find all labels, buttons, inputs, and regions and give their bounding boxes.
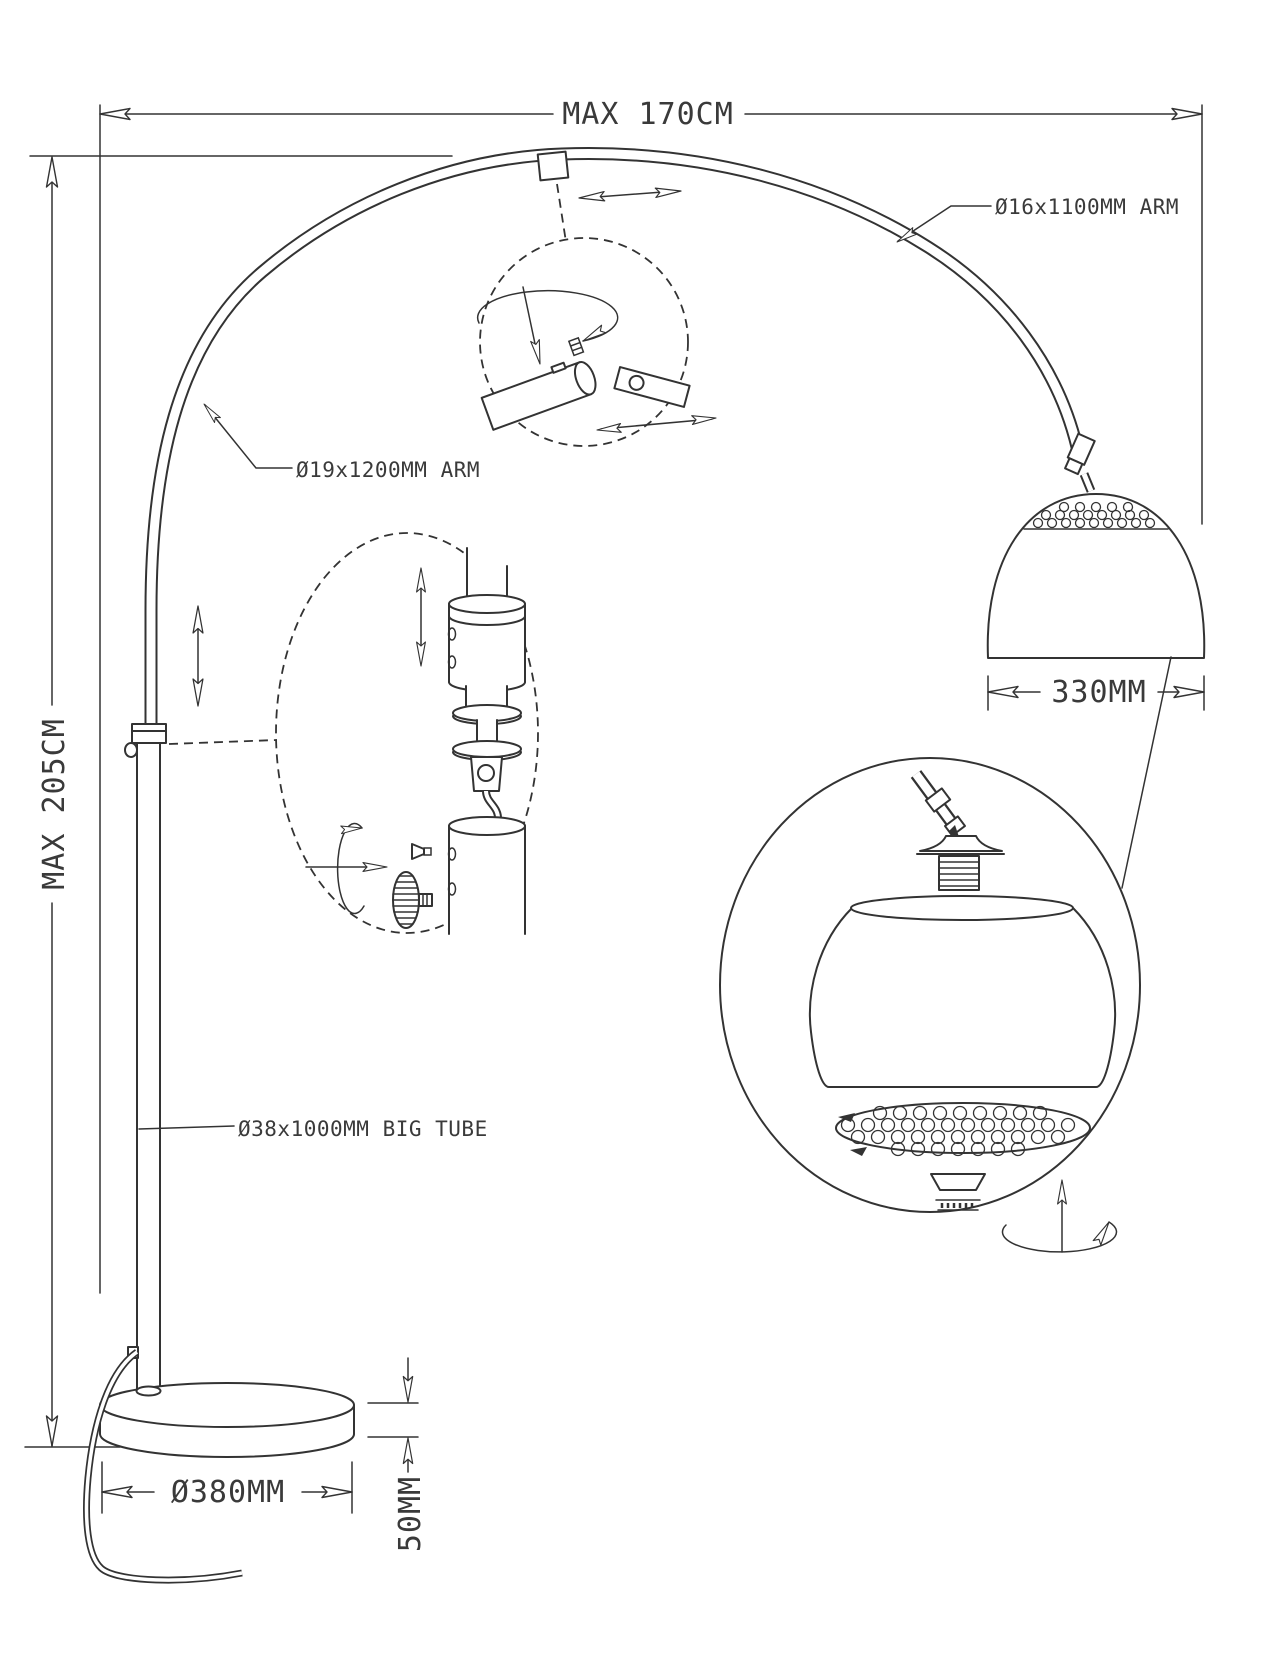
clamp-collar — [449, 595, 526, 691]
dimension-max-height — [25, 156, 452, 1447]
slider-joint — [538, 152, 569, 181]
retainer-ring — [931, 1174, 985, 1190]
label-lower-arm — [201, 402, 480, 482]
arrowhead-down-icon — [47, 1416, 58, 1446]
threaded-ring — [936, 1200, 980, 1210]
pole-collar — [132, 724, 166, 743]
perforated-reflector-disc — [836, 1103, 1090, 1156]
detail-circle-arm-joint — [478, 238, 717, 446]
arrowhead-up-icon — [47, 157, 58, 187]
big-tube-label: Ø38x1000MM BIG TUBE — [238, 1117, 488, 1141]
pole-big-tube — [125, 724, 166, 1392]
base-diameter-label: Ø380MM — [170, 1475, 286, 1510]
max-width-label: MAX 170CM — [562, 97, 734, 132]
upper-inner-tube — [467, 548, 507, 602]
lower-big-tube — [449, 817, 526, 934]
base-height-label: 50MM — [393, 1475, 428, 1553]
lamp-holder — [917, 836, 1004, 890]
label-big-tube — [139, 1117, 488, 1141]
detail-circle-shade-assembly — [720, 758, 1140, 1252]
knob-rotation-arrow-icon — [338, 824, 364, 914]
slide-double-arrow-icon — [579, 186, 682, 202]
arrowhead-right-icon — [1172, 109, 1202, 120]
dimension-base-height — [368, 1358, 428, 1552]
pole-foot — [137, 1387, 161, 1396]
arm-shade-connector — [1063, 434, 1094, 491]
upper-arm-label: Ø16x1100MM ARM — [995, 195, 1180, 219]
ring-up-arrow-icon — [1058, 1180, 1067, 1252]
detail-link-pole — [169, 740, 277, 744]
rotation-arrow-icon — [478, 291, 618, 345]
arrowhead-left-icon — [100, 109, 130, 120]
dimension-shade-diameter — [988, 675, 1204, 710]
thumb-screw-knob — [393, 872, 432, 928]
shade-body — [810, 896, 1115, 1087]
pole-double-arrow-icon — [193, 606, 203, 706]
label-upper-arm — [895, 195, 1179, 245]
knob-insert-arrow-icon — [306, 863, 387, 872]
shade-diameter-label: 330MM — [1051, 675, 1147, 710]
detail-circle-pole-adjust — [276, 533, 538, 934]
lower-arm-label: Ø19x1200MM ARM — [296, 458, 481, 482]
disc-tab-arrow-icon — [850, 1147, 867, 1156]
arm-tube-end — [480, 355, 600, 430]
lamp-shade — [988, 494, 1205, 658]
detail-link-arm-joint — [557, 184, 566, 242]
set-screw-icon — [569, 338, 584, 356]
insert-arrow-icon — [523, 287, 544, 365]
adjuster-stack — [453, 684, 521, 791]
base — [100, 1383, 354, 1457]
dimension-base-diameter — [102, 1462, 352, 1513]
arm-flat-end — [614, 367, 689, 407]
ring-rotation-arrow-icon — [1002, 1220, 1116, 1252]
max-height-label: MAX 205CM — [37, 718, 72, 890]
updown-double-arrow-icon — [417, 568, 426, 666]
arm-stub — [916, 774, 965, 843]
pole-screw-knob — [125, 743, 137, 757]
countersunk-screw-icon — [412, 844, 431, 859]
